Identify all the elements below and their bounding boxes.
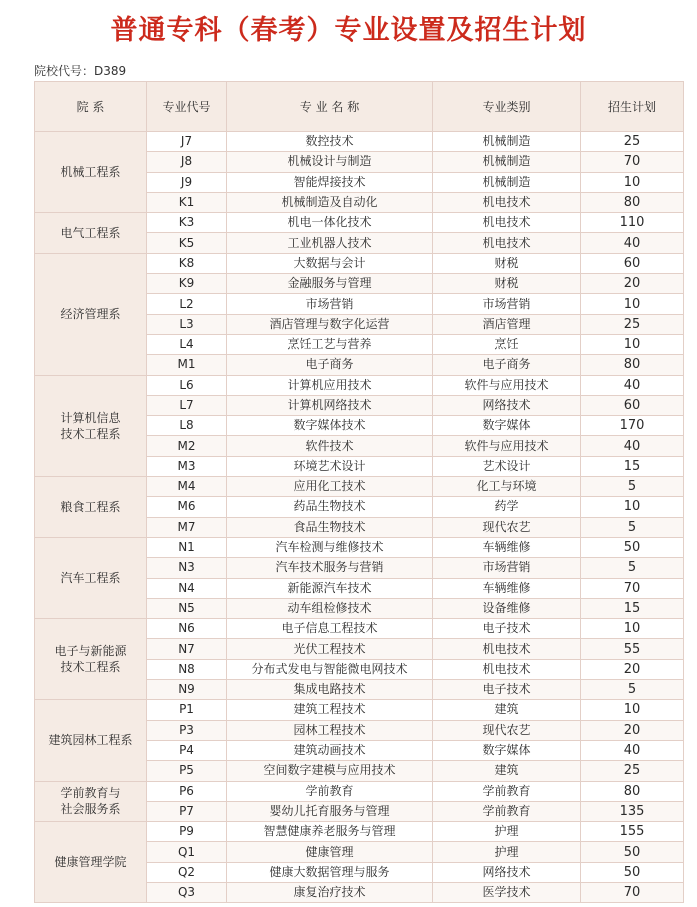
major-category-cell: 酒店管理 [433, 314, 581, 334]
table-row [35, 375, 684, 395]
major-category-cell: 学前教育 [433, 781, 581, 801]
enrollment-count-cell: 10 [581, 700, 684, 720]
enrollment-count-cell: 50 [581, 537, 684, 557]
department-cell [35, 213, 147, 254]
major-name-cell: 市场营销 [227, 294, 433, 314]
major-code-cell: Q1 [147, 842, 227, 862]
major-code-cell: K9 [147, 274, 227, 294]
major-code-cell: Q3 [147, 882, 227, 902]
enrollment-count-cell: 155 [581, 822, 684, 842]
major-code-cell: P3 [147, 720, 227, 740]
enrollment-count-cell: 170 [581, 416, 684, 436]
major-category-cell: 车辆维修 [433, 578, 581, 598]
enrollment-count-cell: 60 [581, 395, 684, 415]
department-cell [35, 132, 147, 213]
major-code-cell: N4 [147, 578, 227, 598]
enrollment-count-cell: 15 [581, 598, 684, 618]
major-category-cell: 软件与应用技术 [433, 375, 581, 395]
enrollment-count-cell: 80 [581, 781, 684, 801]
major-category-cell: 电子技术 [433, 680, 581, 700]
major-code-cell: M6 [147, 497, 227, 517]
enrollment-count-cell: 135 [581, 801, 684, 821]
major-category-cell: 财税 [433, 274, 581, 294]
column-header-enrollment-plan: 招生计划 [581, 82, 684, 132]
enrollment-count-cell: 70 [581, 152, 684, 172]
major-name-cell: 工业机器人技术 [227, 233, 433, 253]
enrollment-count-cell: 110 [581, 213, 684, 233]
enrollment-plan-table [34, 81, 684, 903]
major-code-cell: P9 [147, 822, 227, 842]
table-row [35, 253, 684, 273]
department-name-line: 电子与新能源 [54, 644, 127, 659]
major-category-cell: 网络技术 [433, 395, 581, 415]
table-header-row [35, 82, 684, 132]
enrollment-count-cell: 10 [581, 172, 684, 192]
school-code: 院校代号：D389 [34, 64, 127, 78]
major-name-cell: 智慧健康养老服务与管理 [227, 822, 433, 842]
major-code-cell: M1 [147, 355, 227, 375]
page-title: 普通专科（春考）专业设置及招生计划 [110, 15, 587, 46]
major-code-cell: P5 [147, 761, 227, 781]
major-category-cell: 机械制造 [433, 152, 581, 172]
major-category-cell: 市场营销 [433, 558, 581, 578]
major-name-cell: 智能焊接技术 [227, 172, 433, 192]
major-category-cell: 化工与环境 [433, 477, 581, 497]
major-code-cell: J9 [147, 172, 227, 192]
enrollment-count-cell: 50 [581, 842, 684, 862]
department-name-line: 学前教育与 [60, 786, 121, 801]
column-header-major-code: 专业代号 [147, 82, 227, 132]
table-row [35, 537, 684, 557]
column-header-department: 院 系 [35, 82, 147, 132]
enrollment-count-cell: 5 [581, 517, 684, 537]
major-name-cell: 数字媒体技术 [227, 416, 433, 436]
major-name-cell: 分布式发电与智能微电网技术 [227, 659, 433, 679]
major-name-cell: 软件技术 [227, 436, 433, 456]
enrollment-count-cell: 40 [581, 740, 684, 760]
major-category-cell: 现代农艺 [433, 517, 581, 537]
major-name-cell: 机械设计与制造 [227, 152, 433, 172]
department-cell [35, 619, 147, 700]
major-category-cell: 软件与应用技术 [433, 436, 581, 456]
major-name-cell: 电子商务 [227, 355, 433, 375]
department-cell [35, 781, 147, 822]
department-cell [35, 537, 147, 618]
major-category-cell: 机电技术 [433, 213, 581, 233]
enrollment-count-cell: 10 [581, 619, 684, 639]
major-code-cell: M2 [147, 436, 227, 456]
enrollment-count-cell: 40 [581, 436, 684, 456]
department-name-line: 计算机信息 [60, 410, 121, 425]
enrollment-count-cell: 55 [581, 639, 684, 659]
major-name-cell: 金融服务与管理 [227, 274, 433, 294]
enrollment-count-cell: 10 [581, 497, 684, 517]
major-name-cell: 大数据与会计 [227, 253, 433, 273]
department-cell [35, 477, 147, 538]
major-category-cell: 机电技术 [433, 639, 581, 659]
department-name-line: 健康管理学院 [54, 855, 127, 870]
major-code-cell: P4 [147, 740, 227, 760]
major-name-cell: 应用化工技术 [227, 477, 433, 497]
major-category-cell: 现代农艺 [433, 720, 581, 740]
major-name-cell: 学前教育 [227, 781, 433, 801]
major-code-cell: M3 [147, 456, 227, 476]
major-name-cell: 汽车检测与维修技术 [227, 537, 433, 557]
enrollment-count-cell: 5 [581, 558, 684, 578]
major-name-cell: 酒店管理与数字化运营 [227, 314, 433, 334]
major-name-cell: 电子信息工程技术 [227, 619, 433, 639]
major-name-cell: 园林工程技术 [227, 720, 433, 740]
major-name-cell: 汽车技术服务与营销 [227, 558, 433, 578]
department-cell [35, 822, 147, 903]
enrollment-count-cell: 15 [581, 456, 684, 476]
enrollment-count-cell: 25 [581, 132, 684, 152]
department-name-line: 汽车工程系 [60, 571, 121, 586]
major-code-cell: N7 [147, 639, 227, 659]
major-name-cell: 药品生物技术 [227, 497, 433, 517]
major-name-cell: 空间数字建模与应用技术 [227, 761, 433, 781]
enrollment-count-cell: 10 [581, 334, 684, 354]
major-category-cell: 护理 [433, 842, 581, 862]
major-name-cell: 食品生物技术 [227, 517, 433, 537]
department-name-line: 机械工程系 [60, 165, 121, 180]
major-category-cell: 市场营销 [433, 294, 581, 314]
table-row [35, 700, 684, 720]
major-code-cell: L7 [147, 395, 227, 415]
major-category-cell: 网络技术 [433, 862, 581, 882]
major-name-cell: 建筑工程技术 [227, 700, 433, 720]
major-code-cell: N5 [147, 598, 227, 618]
major-code-cell: K3 [147, 213, 227, 233]
major-name-cell: 婴幼儿托育服务与管理 [227, 801, 433, 821]
table-row [35, 781, 684, 801]
department-name-line: 技术工程系 [60, 426, 121, 441]
department-cell [35, 700, 147, 781]
department-name-line: 技术工程系 [60, 660, 121, 675]
department-name-line: 电气工程系 [60, 225, 121, 240]
major-category-cell: 机电技术 [433, 192, 581, 212]
major-name-cell: 数控技术 [227, 132, 433, 152]
major-category-cell: 数字媒体 [433, 416, 581, 436]
enrollment-count-cell: 40 [581, 375, 684, 395]
major-code-cell: Q2 [147, 862, 227, 882]
major-code-cell: P6 [147, 781, 227, 801]
major-code-cell: N1 [147, 537, 227, 557]
major-name-cell: 烹饪工艺与营养 [227, 334, 433, 354]
major-name-cell: 计算机网络技术 [227, 395, 433, 415]
major-code-cell: J7 [147, 132, 227, 152]
enrollment-count-cell: 70 [581, 578, 684, 598]
major-name-cell: 机电一体化技术 [227, 213, 433, 233]
major-code-cell: K5 [147, 233, 227, 253]
enrollment-count-cell: 80 [581, 192, 684, 212]
department-name-line: 经济管理系 [60, 307, 121, 322]
department-cell [35, 375, 147, 476]
major-name-cell: 健康大数据管理与服务 [227, 862, 433, 882]
major-name-cell: 新能源汽车技术 [227, 578, 433, 598]
table-body [35, 132, 684, 903]
major-code-cell: P1 [147, 700, 227, 720]
major-category-cell: 医学技术 [433, 882, 581, 902]
major-category-cell: 艺术设计 [433, 456, 581, 476]
major-name-cell: 机械制造及自动化 [227, 192, 433, 212]
department-cell [35, 253, 147, 375]
department-name-line: 建筑园林工程系 [48, 733, 133, 748]
major-code-cell: N8 [147, 659, 227, 679]
major-name-cell: 环境艺术设计 [227, 456, 433, 476]
major-category-cell: 机械制造 [433, 172, 581, 192]
column-header-major-category: 专业类别 [433, 82, 581, 132]
department-name-line: 社会服务系 [60, 802, 121, 817]
major-code-cell: K8 [147, 253, 227, 273]
enrollment-count-cell: 5 [581, 477, 684, 497]
department-name-line: 粮食工程系 [60, 499, 121, 514]
major-code-cell: L6 [147, 375, 227, 395]
table-row [35, 822, 684, 842]
major-code-cell: M4 [147, 477, 227, 497]
major-category-cell: 建筑 [433, 700, 581, 720]
major-category-cell: 机电技术 [433, 233, 581, 253]
enrollment-count-cell: 40 [581, 233, 684, 253]
major-code-cell: M7 [147, 517, 227, 537]
major-category-cell: 财税 [433, 253, 581, 273]
major-code-cell: L2 [147, 294, 227, 314]
major-category-cell: 机电技术 [433, 659, 581, 679]
major-category-cell: 机械制造 [433, 132, 581, 152]
table-row [35, 132, 684, 152]
enrollment-count-cell: 25 [581, 314, 684, 334]
major-category-cell: 药学 [433, 497, 581, 517]
column-header-major-name: 专 业 名 称 [227, 82, 433, 132]
major-code-cell: K1 [147, 192, 227, 212]
enrollment-count-cell: 25 [581, 761, 684, 781]
major-code-cell: L3 [147, 314, 227, 334]
major-name-cell: 集成电路技术 [227, 680, 433, 700]
major-category-cell: 车辆维修 [433, 537, 581, 557]
enrollment-count-cell: 80 [581, 355, 684, 375]
major-category-cell: 护理 [433, 822, 581, 842]
major-code-cell: N9 [147, 680, 227, 700]
major-category-cell: 设备维修 [433, 598, 581, 618]
enrollment-count-cell: 60 [581, 253, 684, 273]
major-name-cell: 动车组检修技术 [227, 598, 433, 618]
major-category-cell: 数字媒体 [433, 740, 581, 760]
major-category-cell: 烹饪 [433, 334, 581, 354]
major-code-cell: J8 [147, 152, 227, 172]
enrollment-count-cell: 20 [581, 274, 684, 294]
major-name-cell: 健康管理 [227, 842, 433, 862]
enrollment-count-cell: 5 [581, 680, 684, 700]
major-category-cell: 电子技术 [433, 619, 581, 639]
major-code-cell: N3 [147, 558, 227, 578]
enrollment-count-cell: 20 [581, 720, 684, 740]
major-code-cell: N6 [147, 619, 227, 639]
major-name-cell: 康复治疗技术 [227, 882, 433, 902]
major-code-cell: L8 [147, 416, 227, 436]
major-name-cell: 建筑动画技术 [227, 740, 433, 760]
enrollment-count-cell: 20 [581, 659, 684, 679]
major-category-cell: 学前教育 [433, 801, 581, 821]
major-category-cell: 建筑 [433, 761, 581, 781]
table-row [35, 477, 684, 497]
enrollment-count-cell: 50 [581, 862, 684, 882]
major-code-cell: P7 [147, 801, 227, 821]
major-code-cell: L4 [147, 334, 227, 354]
major-category-cell: 电子商务 [433, 355, 581, 375]
enrollment-count-cell: 10 [581, 294, 684, 314]
enrollment-count-cell: 70 [581, 882, 684, 902]
major-name-cell: 光伏工程技术 [227, 639, 433, 659]
major-name-cell: 计算机应用技术 [227, 375, 433, 395]
table-row [35, 619, 684, 639]
table-row [35, 213, 684, 233]
